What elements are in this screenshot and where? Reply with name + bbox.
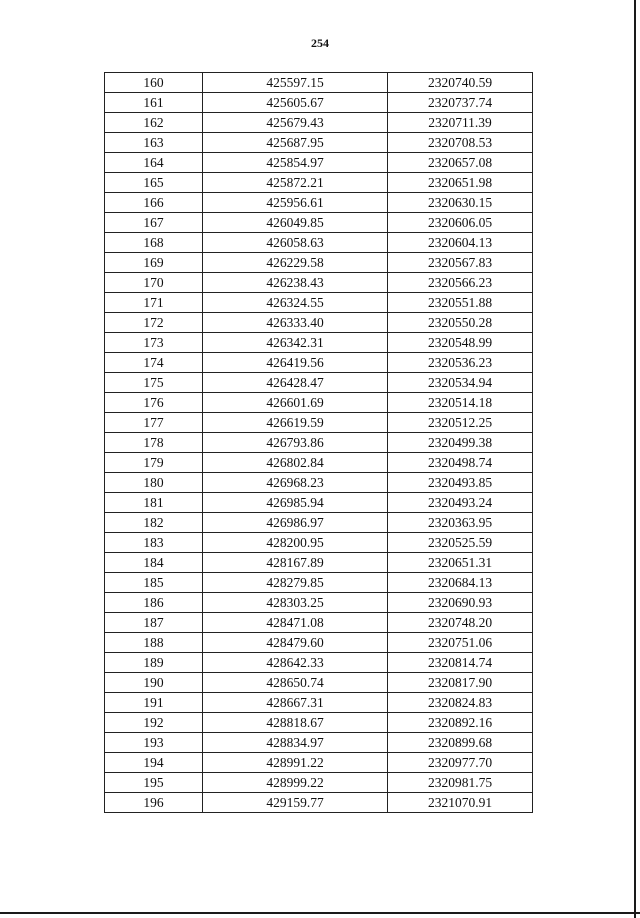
table-row xyxy=(105,433,533,453)
x-coordinate-cell: 429159.77 xyxy=(203,793,388,813)
y-coordinate-cell: 2320690.93 xyxy=(388,593,533,613)
point-number-cell: 179 xyxy=(105,453,203,473)
x-coordinate-cell: 425956.61 xyxy=(203,193,388,213)
table-row xyxy=(105,413,533,433)
table-row xyxy=(105,453,533,473)
x-coordinate-cell: 428818.67 xyxy=(203,713,388,733)
y-coordinate-cell: 2320977.70 xyxy=(388,753,533,773)
y-coordinate-cell: 2320548.99 xyxy=(388,333,533,353)
table-row xyxy=(105,153,533,173)
point-number-cell: 169 xyxy=(105,253,203,273)
point-number-cell: 190 xyxy=(105,673,203,693)
point-number-cell: 196 xyxy=(105,793,203,813)
coordinates-table xyxy=(104,72,533,813)
point-number-cell: 186 xyxy=(105,593,203,613)
point-number-cell: 170 xyxy=(105,273,203,293)
y-coordinate-cell: 2320814.74 xyxy=(388,653,533,673)
y-coordinate-cell: 2320551.88 xyxy=(388,293,533,313)
y-coordinate-cell: 2320512.25 xyxy=(388,413,533,433)
table-row xyxy=(105,613,533,633)
table-row xyxy=(105,213,533,233)
y-coordinate-cell: 2320606.05 xyxy=(388,213,533,233)
y-coordinate-cell: 2320493.24 xyxy=(388,493,533,513)
y-coordinate-cell: 2320525.59 xyxy=(388,533,533,553)
y-coordinate-cell: 2320708.53 xyxy=(388,133,533,153)
point-number-cell: 181 xyxy=(105,493,203,513)
y-coordinate-cell: 2320899.68 xyxy=(388,733,533,753)
x-coordinate-cell: 428991.22 xyxy=(203,753,388,773)
point-number-cell: 176 xyxy=(105,393,203,413)
x-coordinate-cell: 425679.43 xyxy=(203,113,388,133)
x-coordinate-cell: 426619.59 xyxy=(203,413,388,433)
table-row xyxy=(105,513,533,533)
y-coordinate-cell: 2320824.83 xyxy=(388,693,533,713)
point-number-cell: 188 xyxy=(105,633,203,653)
x-coordinate-cell: 426601.69 xyxy=(203,393,388,413)
x-coordinate-cell: 426049.85 xyxy=(203,213,388,233)
y-coordinate-cell: 2320604.13 xyxy=(388,233,533,253)
x-coordinate-cell: 425597.15 xyxy=(203,73,388,93)
x-coordinate-cell: 428834.97 xyxy=(203,733,388,753)
x-coordinate-cell: 426793.86 xyxy=(203,433,388,453)
point-number-cell: 178 xyxy=(105,433,203,453)
table-row xyxy=(105,713,533,733)
x-coordinate-cell: 426333.40 xyxy=(203,313,388,333)
point-number-cell: 163 xyxy=(105,133,203,153)
x-coordinate-cell: 426058.63 xyxy=(203,233,388,253)
y-coordinate-cell: 2320363.95 xyxy=(388,513,533,533)
table-row xyxy=(105,393,533,413)
coordinates-table-body xyxy=(105,73,533,813)
table-row xyxy=(105,233,533,253)
table-row xyxy=(105,313,533,333)
x-coordinate-cell: 426802.84 xyxy=(203,453,388,473)
x-coordinate-cell: 426985.94 xyxy=(203,493,388,513)
y-coordinate-cell: 2320567.83 xyxy=(388,253,533,273)
table-row xyxy=(105,753,533,773)
y-coordinate-cell: 2320566.23 xyxy=(388,273,533,293)
x-coordinate-cell: 425872.21 xyxy=(203,173,388,193)
table-row xyxy=(105,73,533,93)
table-row xyxy=(105,493,533,513)
y-coordinate-cell: 2320981.75 xyxy=(388,773,533,793)
table-row xyxy=(105,693,533,713)
x-coordinate-cell: 428167.89 xyxy=(203,553,388,573)
x-coordinate-cell: 428650.74 xyxy=(203,673,388,693)
point-number-cell: 171 xyxy=(105,293,203,313)
point-number-cell: 164 xyxy=(105,153,203,173)
x-coordinate-cell: 425854.97 xyxy=(203,153,388,173)
point-number-cell: 187 xyxy=(105,613,203,633)
point-number-cell: 185 xyxy=(105,573,203,593)
table-row xyxy=(105,193,533,213)
point-number-cell: 194 xyxy=(105,753,203,773)
x-coordinate-cell: 428479.60 xyxy=(203,633,388,653)
table-row xyxy=(105,633,533,653)
y-coordinate-cell: 2320651.31 xyxy=(388,553,533,573)
y-coordinate-cell: 2320536.23 xyxy=(388,353,533,373)
table-row xyxy=(105,253,533,273)
table-row xyxy=(105,573,533,593)
point-number-cell: 172 xyxy=(105,313,203,333)
table-row xyxy=(105,133,533,153)
x-coordinate-cell: 428642.33 xyxy=(203,653,388,673)
point-number-cell: 161 xyxy=(105,93,203,113)
point-number-cell: 182 xyxy=(105,513,203,533)
point-number-cell: 189 xyxy=(105,653,203,673)
y-coordinate-cell: 2320534.94 xyxy=(388,373,533,393)
point-number-cell: 168 xyxy=(105,233,203,253)
y-coordinate-cell: 2320817.90 xyxy=(388,673,533,693)
y-coordinate-cell: 2320550.28 xyxy=(388,313,533,333)
table-row xyxy=(105,653,533,673)
y-coordinate-cell: 2320498.74 xyxy=(388,453,533,473)
x-coordinate-cell: 426419.56 xyxy=(203,353,388,373)
x-coordinate-cell: 428471.08 xyxy=(203,613,388,633)
x-coordinate-cell: 428200.95 xyxy=(203,533,388,553)
x-coordinate-cell: 428303.25 xyxy=(203,593,388,613)
y-coordinate-cell: 2320740.59 xyxy=(388,73,533,93)
x-coordinate-cell: 426229.58 xyxy=(203,253,388,273)
table-row xyxy=(105,473,533,493)
x-coordinate-cell: 425605.67 xyxy=(203,93,388,113)
y-coordinate-cell: 2320499.38 xyxy=(388,433,533,453)
y-coordinate-cell: 2320892.16 xyxy=(388,713,533,733)
point-number-cell: 193 xyxy=(105,733,203,753)
point-number-cell: 191 xyxy=(105,693,203,713)
y-coordinate-cell: 2320630.15 xyxy=(388,193,533,213)
point-number-cell: 192 xyxy=(105,713,203,733)
table-row xyxy=(105,733,533,753)
y-coordinate-cell: 2320514.18 xyxy=(388,393,533,413)
y-coordinate-cell: 2320751.06 xyxy=(388,633,533,653)
x-coordinate-cell: 426238.43 xyxy=(203,273,388,293)
table-row xyxy=(105,93,533,113)
y-coordinate-cell: 2320711.39 xyxy=(388,113,533,133)
x-coordinate-cell: 428999.22 xyxy=(203,773,388,793)
y-coordinate-cell: 2320657.08 xyxy=(388,153,533,173)
point-number-cell: 173 xyxy=(105,333,203,353)
y-coordinate-cell: 2321070.91 xyxy=(388,793,533,813)
x-coordinate-cell: 426986.97 xyxy=(203,513,388,533)
table-row xyxy=(105,333,533,353)
y-coordinate-cell: 2320493.85 xyxy=(388,473,533,493)
x-coordinate-cell: 426968.23 xyxy=(203,473,388,493)
point-number-cell: 160 xyxy=(105,73,203,93)
table-row xyxy=(105,273,533,293)
point-number-cell: 175 xyxy=(105,373,203,393)
y-coordinate-cell: 2320737.74 xyxy=(388,93,533,113)
x-coordinate-cell: 425687.95 xyxy=(203,133,388,153)
table-row xyxy=(105,773,533,793)
table-row xyxy=(105,553,533,573)
x-coordinate-cell: 428279.85 xyxy=(203,573,388,593)
y-coordinate-cell: 2320748.20 xyxy=(388,613,533,633)
point-number-cell: 174 xyxy=(105,353,203,373)
point-number-cell: 167 xyxy=(105,213,203,233)
x-coordinate-cell: 428667.31 xyxy=(203,693,388,713)
table-row xyxy=(105,353,533,373)
point-number-cell: 195 xyxy=(105,773,203,793)
table-row xyxy=(105,673,533,693)
table-row xyxy=(105,373,533,393)
table-row xyxy=(105,793,533,813)
table-row xyxy=(105,533,533,553)
x-coordinate-cell: 426428.47 xyxy=(203,373,388,393)
point-number-cell: 177 xyxy=(105,413,203,433)
table-row xyxy=(105,173,533,193)
point-number-cell: 165 xyxy=(105,173,203,193)
point-number-cell: 184 xyxy=(105,553,203,573)
x-coordinate-cell: 426324.55 xyxy=(203,293,388,313)
point-number-cell: 162 xyxy=(105,113,203,133)
y-coordinate-cell: 2320684.13 xyxy=(388,573,533,593)
point-number-cell: 183 xyxy=(105,533,203,553)
table-row xyxy=(105,293,533,313)
page-frame-bottom-edge xyxy=(0,912,640,914)
x-coordinate-cell: 426342.31 xyxy=(203,333,388,353)
table-row xyxy=(105,593,533,613)
point-number-cell: 166 xyxy=(105,193,203,213)
page-frame-right-edge xyxy=(634,0,636,918)
page-number: 254 xyxy=(311,36,329,50)
table-row xyxy=(105,113,533,133)
y-coordinate-cell: 2320651.98 xyxy=(388,173,533,193)
point-number-cell: 180 xyxy=(105,473,203,493)
